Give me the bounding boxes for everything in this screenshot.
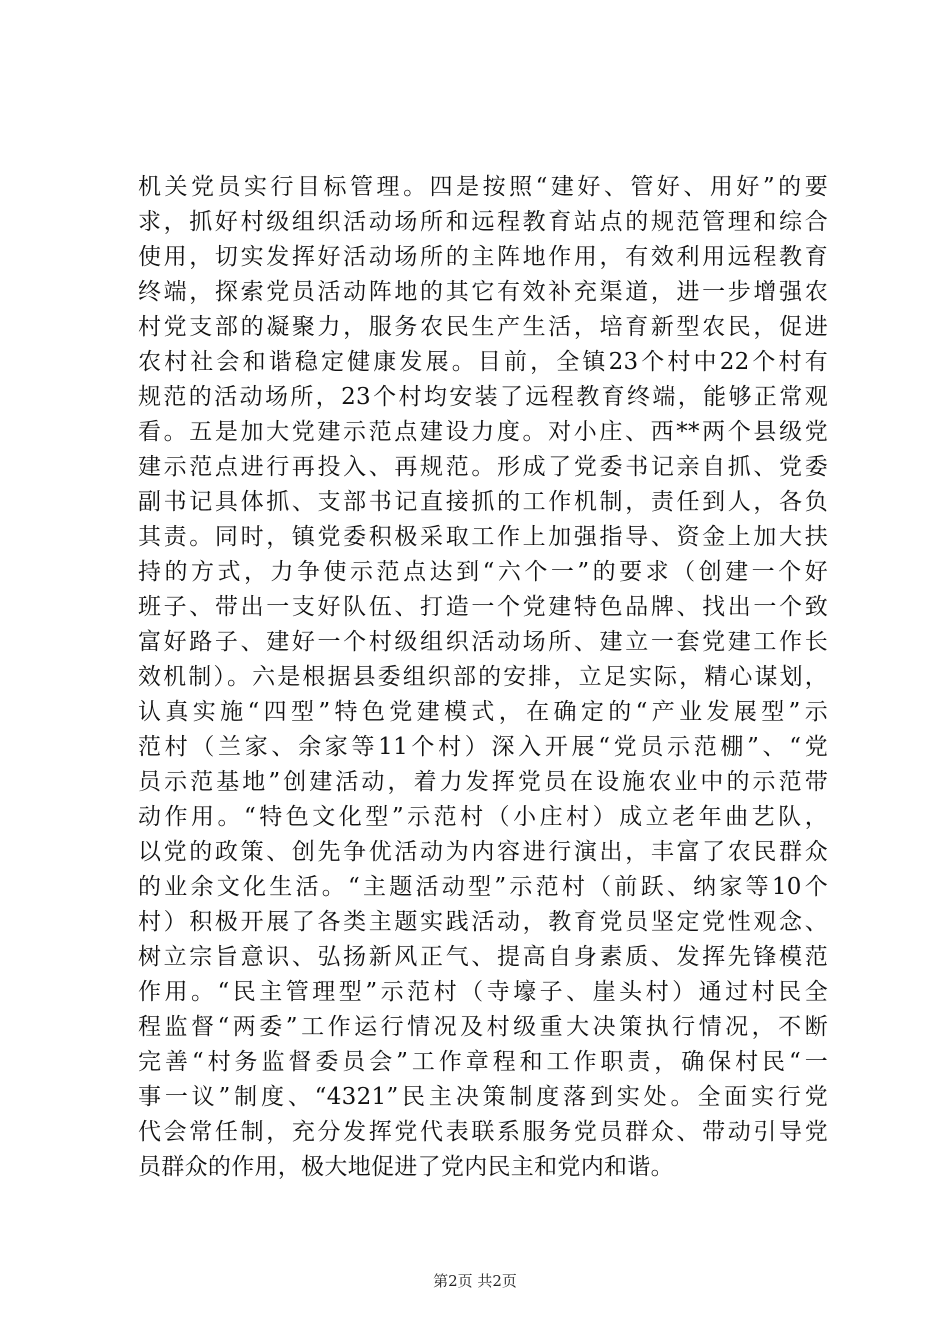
text-line-4: 终端，探索党员活动阵地的其它有效补充渠道，进一步增强农: [138, 279, 828, 305]
text-line-11: 其责。同时，镇党委积极采取工作上加强指导、资金上加大扶: [138, 524, 828, 550]
text-line-18: 员示范基地”创建活动，着力发挥党员在设施农业中的示范带: [138, 769, 828, 795]
text-line-29: 员群众的作用，极大地促进了党内民主和党内和谐。: [138, 1154, 674, 1180]
body-paragraph: [138, 170, 828, 1185]
text-line-14: 富好路子、建好一个村级组织活动场所、建立一套党建工作长: [138, 629, 828, 655]
text-line-12: 持的方式，力争使示范点达到“六个一”的要求（创建一个好: [138, 559, 828, 585]
text-line-25: 程监督“两委”工作运行情况及村级重大决策执行情况，不断: [138, 1014, 828, 1040]
text-line-28: 代会常任制，充分发挥党代表联系服务党员群众、带动引导党: [138, 1119, 828, 1145]
text-line-17: 范村（兰家、余家等11个村）深入开展“党员示范棚”、“党: [138, 734, 828, 760]
text-line-23: 树立宗旨意识、弘扬新风正气、提高自身素质、发挥先锋模范: [138, 944, 828, 970]
text-line-16: 认真实施“四型”特色党建模式，在确定的“产业发展型”示: [138, 699, 828, 725]
text-line-3: 使用，切实发挥好活动场所的主阵地作用，有效利用远程教育: [138, 244, 828, 270]
text-line-15: 效机制）。六是根据县委组织部的安排，立足实际，精心谋划，: [138, 664, 828, 690]
text-line-24: 作用。“民主管理型”示范村（寺壕子、崖头村）通过村民全: [138, 979, 828, 1005]
text-line-22: 村）积极开展了各类主题实践活动，教育党员坚定党性观念、: [138, 909, 828, 935]
text-line-5: 村党支部的凝聚力，服务农民生产生活，培育新型农民，促进: [138, 314, 828, 340]
text-line-1: 机关党员实行目标管理。四是按照“建好、管好、用好”的要: [138, 174, 828, 200]
text-line-7: 规范的活动场所，23个村均安装了远程教育终端，能够正常观: [138, 384, 828, 410]
text-line-27: 事一议”制度、“4321”民主决策制度落到实处。全面实行党: [138, 1084, 828, 1110]
page-number-footer: 第2页 共2页: [433, 1272, 517, 1290]
text-line-8: 看。五是加大党建示范点建设力度。对小庄、西**两个县级党: [138, 419, 828, 445]
text-line-6: 农村社会和谐稳定健康发展。目前，全镇23个村中22个村有: [138, 349, 828, 375]
text-line-20: 以党的政策、创先争优活动为内容进行演出，丰富了农民群众: [138, 839, 828, 865]
text-line-21: 的业余文化生活。“主题活动型”示范村（前跃、纳家等10个: [138, 874, 828, 900]
text-line-9: 建示范点进行再投入、再规范。形成了党委书记亲自抓、党委: [138, 454, 828, 480]
text-line-2: 求，抓好村级组织活动场所和远程教育站点的规范管理和综合: [138, 209, 828, 235]
text-line-13: 班子、带出一支好队伍、打造一个党建特色品牌、找出一个致: [138, 594, 828, 620]
text-line-10: 副书记具体抓、支部书记直接抓的工作机制，责任到人，各负: [138, 489, 828, 515]
text-line-26: 完善“村务监督委员会”工作章程和工作职责，确保村民“一: [138, 1049, 828, 1075]
text-line-19: 动作用。“特色文化型”示范村（小庄村）成立老年曲艺队，: [138, 804, 828, 830]
